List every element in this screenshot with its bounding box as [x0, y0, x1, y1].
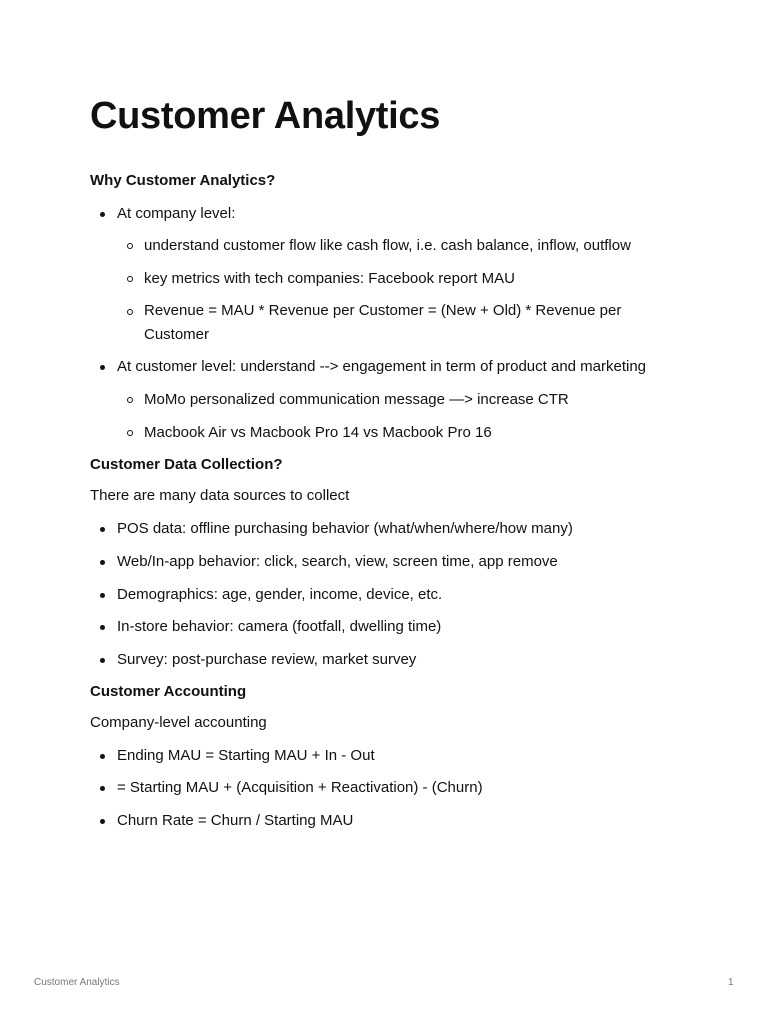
bullet-disc	[100, 658, 105, 663]
footer-title: Customer Analytics	[34, 977, 120, 988]
sub-list-item: understand customer flow like cash flow, i.e. cash balance, inflow, outflow	[144, 237, 631, 254]
sub-list-item: Macbook Air vs Macbook Pro 14 vs Macbook Pro 16	[144, 424, 492, 441]
bullet-circle	[127, 430, 133, 436]
footer-page-number: 1	[728, 977, 734, 988]
section-heading-why: Why Customer Analytics?	[90, 172, 276, 189]
section-heading-collection: Customer Data Collection?	[90, 456, 283, 473]
list-item: Web/In-app behavior: click, search, view, screen time, app remove	[117, 553, 558, 570]
bullet-disc	[100, 212, 105, 217]
bullet-disc	[100, 786, 105, 791]
bullet-disc	[100, 560, 105, 565]
bullet-disc	[100, 754, 105, 759]
page-title: Customer Analytics	[90, 95, 441, 137]
list-item: Demographics: age, gender, income, device, etc.	[117, 586, 443, 603]
bullet-circle	[127, 243, 133, 249]
list-item: In-store behavior: camera (footfall, dwelling time)	[117, 618, 442, 635]
bullet-disc	[100, 527, 105, 532]
list-item: POS data: offline purchasing behavior (what/when/where/how many)	[117, 520, 573, 537]
bullet-circle	[127, 309, 133, 315]
list-item-company-level: At company level:	[117, 205, 236, 222]
list-item: Ending MAU = Starting MAU + In - Out	[117, 747, 375, 764]
sub-list-item: Revenue = MAU * Revenue per Customer = (New + Old) * Revenue per	[144, 302, 622, 319]
section-intro: There are many data sources to collect	[90, 487, 350, 504]
bullet-circle	[127, 276, 133, 282]
bullet-disc	[100, 593, 105, 598]
section-heading-accounting: Customer Accounting	[90, 683, 247, 700]
section-intro: Company-level accounting	[90, 714, 267, 731]
sub-list-item: MoMo personalized communication message —> increase CTR	[144, 391, 569, 408]
bullet-circle	[127, 397, 133, 403]
list-item: Survey: post-purchase review, market survey	[117, 651, 417, 668]
bullet-disc	[100, 625, 105, 630]
list-item: = Starting MAU + (Acquisition + Reactivation) - (Churn)	[117, 779, 483, 796]
bullet-disc	[100, 365, 105, 370]
bullet-disc	[100, 819, 105, 824]
list-item: Churn Rate = Churn / Starting MAU	[117, 812, 354, 829]
list-item-customer-level: At customer level: understand --> engagement in term of product and marketing	[117, 358, 647, 375]
sub-list-item: key metrics with tech companies: Facebook report MAU	[144, 270, 515, 287]
sub-list-item-continuation: Customer	[144, 326, 210, 343]
